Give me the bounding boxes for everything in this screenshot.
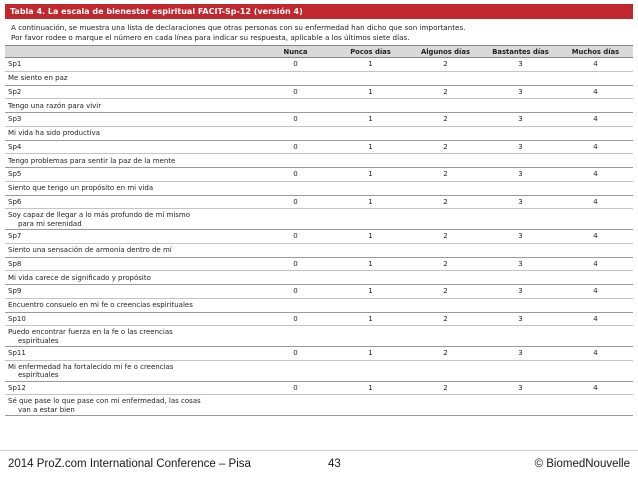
response-option[interactable]: 2 (408, 381, 483, 395)
response-option[interactable]: 1 (333, 168, 408, 182)
item-code: Sp3 (5, 113, 258, 127)
response-option[interactable]: 4 (558, 347, 633, 361)
response-option[interactable]: 4 (558, 257, 633, 271)
response-option[interactable]: 1 (333, 113, 408, 127)
response-option[interactable]: 4 (558, 285, 633, 299)
response-option[interactable]: 1 (333, 257, 408, 271)
response-option[interactable]: 3 (483, 113, 558, 127)
item-statement (5, 326, 633, 347)
footer-conference: 2014 ProZ.com International Conference – Pisa (8, 458, 251, 470)
footer-divider (0, 450, 638, 451)
header-bastantes-dias: Bastantes días (483, 46, 558, 58)
statement-line-1: Tengo problemas para sentir la paz de la mente (8, 156, 176, 165)
response-option[interactable]: 0 (258, 381, 333, 395)
header-algunos-dias: Algunos días (408, 46, 483, 58)
statement-line-1: Tengo una razón para vivir (8, 101, 102, 110)
item-statement (5, 298, 633, 312)
response-option[interactable]: 1 (333, 195, 408, 209)
intro-text (5, 19, 633, 45)
statement-line-1: Siento que tengo un propósito en mi vida (8, 184, 154, 193)
response-option[interactable]: 3 (483, 312, 558, 326)
response-option[interactable]: 2 (408, 195, 483, 209)
footer-page-number: 43 (328, 458, 341, 470)
response-option[interactable]: 2 (408, 347, 483, 361)
item-statement-row (5, 243, 633, 257)
item-statement-row (5, 395, 633, 416)
response-option[interactable]: 2 (408, 113, 483, 127)
item-statement (5, 209, 633, 230)
response-option[interactable]: 3 (483, 230, 558, 244)
item-code-row (5, 312, 633, 326)
item-statement-row (5, 326, 633, 347)
item-code-row (5, 381, 633, 395)
footer-copyright: © BiomedNouvelle (534, 458, 630, 470)
item-statement-row (5, 271, 633, 285)
response-option[interactable]: 0 (258, 85, 333, 99)
header-pocos-dias: Pocos días (333, 46, 408, 58)
item-code: Sp2 (5, 85, 258, 99)
response-option[interactable]: 4 (558, 58, 633, 72)
response-option[interactable]: 0 (258, 113, 333, 127)
item-code-row (5, 285, 633, 299)
header-muchos-dias: Muchos días (558, 46, 633, 58)
response-option[interactable]: 3 (483, 168, 558, 182)
response-option[interactable]: 3 (483, 195, 558, 209)
statement-line-1: Soy capaz de llegar a lo más profundo de mí mismo (8, 211, 191, 219)
item-statement-row (5, 360, 633, 381)
header-nunca: Nunca (258, 46, 333, 58)
item-statement (5, 360, 633, 381)
response-option[interactable]: 2 (408, 312, 483, 326)
facit-table (5, 45, 633, 416)
item-statement-row (5, 154, 633, 168)
statement-line-1: Mi enfermedad ha fortalecido mi fe o creencias (8, 362, 174, 371)
questionnaire-document (5, 4, 633, 445)
response-option[interactable]: 3 (483, 347, 558, 361)
intro-line-1: A continuación, se muestra una lista de declaraciones que otras personas con su enfermedad han dicho que son importantes. (11, 23, 466, 32)
item-statement (5, 181, 633, 195)
item-statement (5, 271, 633, 285)
response-option[interactable]: 3 (483, 140, 558, 154)
item-code-row (5, 58, 633, 72)
item-code: Sp5 (5, 168, 258, 182)
response-option[interactable]: 4 (558, 85, 633, 99)
response-option[interactable]: 1 (333, 312, 408, 326)
item-code: Sp6 (5, 195, 258, 209)
header-row (5, 46, 633, 58)
response-option[interactable]: 0 (258, 257, 333, 271)
response-option[interactable]: 0 (258, 285, 333, 299)
item-code: Sp10 (5, 312, 258, 326)
statement-line-1: Encuentro consuelo en mi fe o creencias espirituales (8, 301, 193, 310)
response-option[interactable]: 4 (558, 381, 633, 395)
response-option[interactable]: 2 (408, 257, 483, 271)
header-blank (5, 46, 258, 58)
response-option[interactable]: 1 (333, 285, 408, 299)
item-code-row (5, 85, 633, 99)
response-option[interactable]: 0 (258, 58, 333, 72)
item-statement (5, 126, 633, 140)
table-body (5, 58, 633, 416)
response-option[interactable]: 4 (558, 195, 633, 209)
statement-line-2: espirituales (18, 336, 59, 345)
item-code: Sp11 (5, 347, 258, 361)
item-statement-row (5, 209, 633, 230)
table-title: Tabla 4. La escala de bienestar espiritual FACIT-Sp-12 (versión 4) (5, 4, 633, 19)
response-option[interactable]: 4 (558, 168, 633, 182)
intro-line-2: Por favor rodee o marque el número en cada línea para indicar su respuesta, aplicable a los últimos siete días. (11, 32, 410, 42)
item-statement-row (5, 298, 633, 312)
response-option[interactable]: 1 (333, 381, 408, 395)
item-code: Sp7 (5, 230, 258, 244)
response-option[interactable]: 2 (408, 230, 483, 244)
slide-footer (0, 456, 638, 474)
statement-line-2: van a estar bien (18, 405, 75, 414)
item-code-row (5, 257, 633, 271)
item-statement (5, 99, 633, 113)
statement-line-2: espirituales (18, 371, 59, 379)
item-code-row (5, 195, 633, 209)
response-option[interactable]: 3 (483, 257, 558, 271)
response-option[interactable]: 1 (333, 347, 408, 361)
item-statement (5, 71, 633, 85)
item-code-row (5, 140, 633, 154)
item-code-row (5, 230, 633, 244)
statement-line-1: Siento una sensación de armonía dentro de mí (8, 246, 172, 255)
item-code-row (5, 347, 633, 361)
response-option[interactable]: 4 (558, 140, 633, 154)
response-option[interactable]: 0 (258, 312, 333, 326)
item-statement-row (5, 99, 633, 113)
item-code: Sp1 (5, 58, 258, 72)
item-code: Sp9 (5, 285, 258, 299)
response-option[interactable]: 3 (483, 285, 558, 299)
response-option[interactable]: 4 (558, 230, 633, 244)
statement-line-2: para mi serenidad (18, 219, 82, 228)
item-statement-row (5, 126, 633, 140)
item-statement (5, 243, 633, 257)
statement-line-1: Mi vida ha sido productiva (8, 129, 101, 138)
item-code: Sp4 (5, 140, 258, 154)
response-option[interactable]: 0 (258, 168, 333, 182)
item-statement-row (5, 181, 633, 195)
item-code-row (5, 168, 633, 182)
response-option[interactable]: 0 (258, 347, 333, 361)
response-option[interactable]: 2 (408, 58, 483, 72)
item-code-row (5, 113, 633, 127)
response-option[interactable]: 4 (558, 312, 633, 326)
response-option[interactable]: 2 (408, 85, 483, 99)
statement-line-1: Me siento en paz (8, 74, 68, 83)
response-option[interactable]: 2 (408, 140, 483, 154)
response-option[interactable]: 3 (483, 381, 558, 395)
response-option[interactable]: 0 (258, 230, 333, 244)
response-option[interactable]: 3 (483, 58, 558, 72)
response-option[interactable]: 1 (333, 85, 408, 99)
statement-line-1: Sé que pase lo que pase con mi enfermedad, las cosas (8, 397, 201, 405)
response-option[interactable]: 1 (333, 230, 408, 244)
response-option[interactable]: 2 (408, 285, 483, 299)
item-statement-row (5, 71, 633, 85)
response-option[interactable]: 1 (333, 140, 408, 154)
response-option[interactable]: 2 (408, 168, 483, 182)
statement-line-1: Puedo encontrar fuerza en la fe o las creencias (8, 328, 173, 336)
response-option[interactable]: 1 (333, 58, 408, 72)
item-statement (5, 395, 633, 416)
response-option[interactable]: 0 (258, 195, 333, 209)
item-statement (5, 154, 633, 168)
item-code: Sp8 (5, 257, 258, 271)
response-option[interactable]: 0 (258, 140, 333, 154)
item-code: Sp12 (5, 381, 258, 395)
response-option[interactable]: 4 (558, 113, 633, 127)
statement-line-1: Mi vida carece de significado y propósito (8, 273, 151, 282)
response-option[interactable]: 3 (483, 85, 558, 99)
